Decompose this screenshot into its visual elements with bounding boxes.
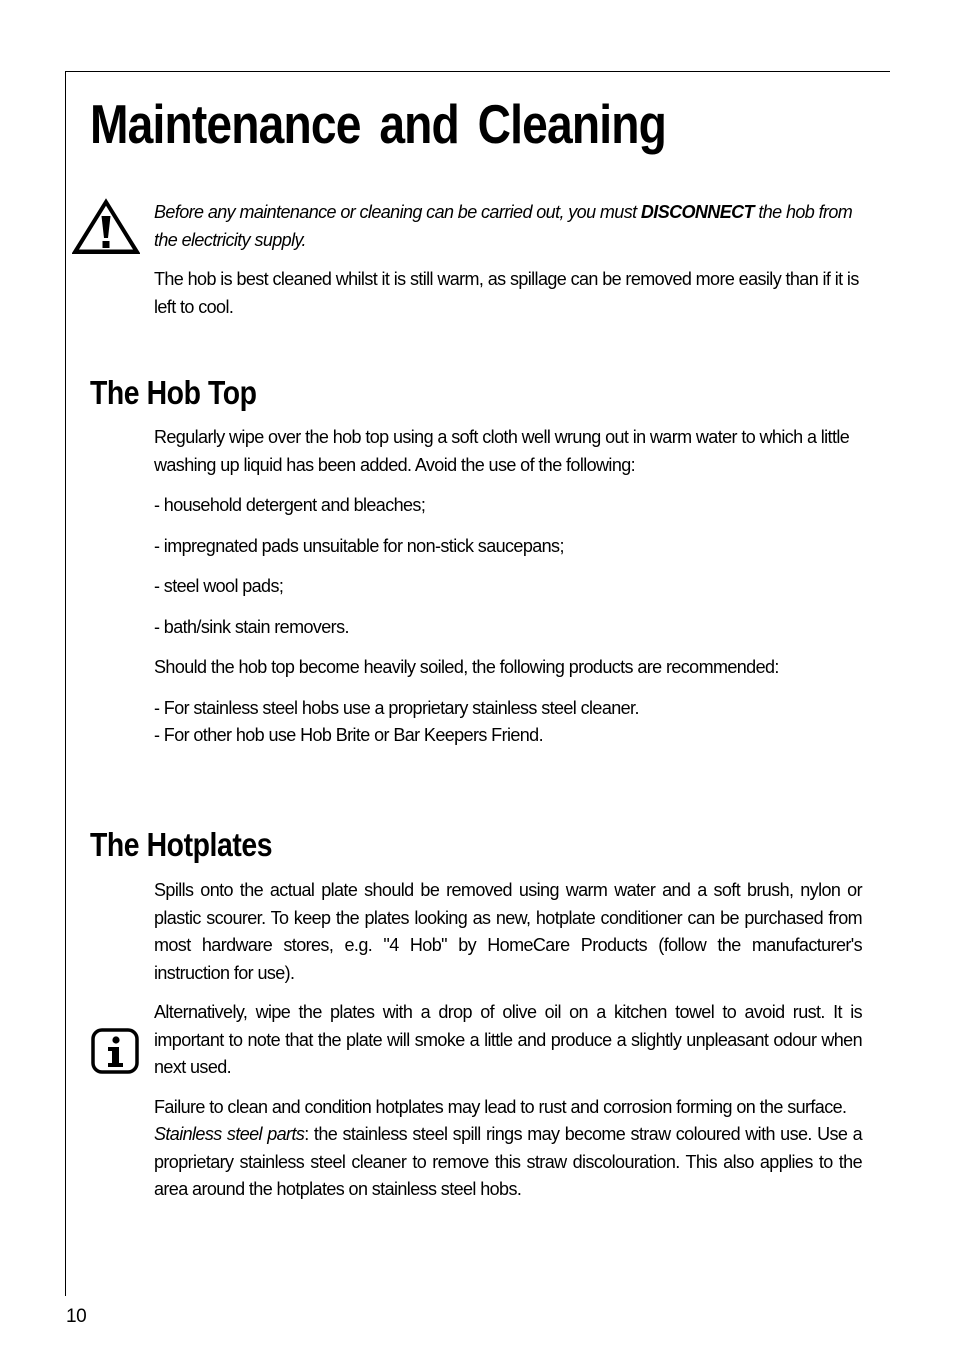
stainless-steel-text: : the stainless steel spill rings may become straw coloured with use. Use a proprietary stainless steel cleaner to remove this straw discolouration. This also applies to the area around the hotplates on stainless steel hobs. bbox=[154, 1124, 862, 1199]
avoid-item: - impregnated pads unsuitable for non-stick saucepans; bbox=[154, 535, 564, 556]
avoid-item: - bath/sink stain removers. bbox=[154, 616, 349, 637]
recommend-item: - For other hob use Hob Brite or Bar Keepers Friend. bbox=[154, 725, 543, 745]
stainless-steel-label: Stainless steel parts bbox=[154, 1124, 305, 1144]
hotplates-para-stainless bbox=[154, 1121, 862, 1204]
page-title: Maintenance and Cleaning bbox=[90, 93, 667, 155]
hotplates-para-olive-oil: Alternatively, wipe the plates with a drop of olive oil on a kitchen towel to avoid rust. It is important to note that the plate will smoke a little and produce a slightly unpleasant odour when next used. bbox=[154, 1002, 862, 1077]
hotplates-section bbox=[154, 877, 862, 1204]
recommend-item: - For stainless steel hobs use a proprietary stainless steel cleaner. bbox=[154, 697, 639, 718]
hotplates-para-spills: Spills onto the actual plate should be removed using warm water and a soft brush, nylon or plastic scourer. To keep the plates looking as new, hotplate conditioner can be purchased from most hardware stores, e.g. "4 Hob" by HomeCare Products (follow the manufacturer's instruction for use). bbox=[154, 880, 862, 983]
warning-text-start: Before any maintenance or cleaning can be carried out, you must bbox=[154, 202, 641, 222]
hob-top-section bbox=[154, 424, 862, 750]
warm-cleaning-note: The hob is best cleaned whilst it is still warm, as spillage can be removed more easily than if it is left to cool. bbox=[154, 269, 859, 317]
section-heading-hotplates: The Hotplates bbox=[90, 826, 273, 863]
warning-section bbox=[154, 199, 862, 321]
warning-text-end: the hob from the electricity supply. bbox=[154, 202, 853, 250]
page-frame-top-rule bbox=[65, 71, 890, 72]
hob-top-intro: Regularly wipe over the hob top using a soft cloth well wrung out in warm water to which a little washing up liquid has been added. Avoid the use of the following: bbox=[154, 427, 850, 475]
avoid-item: - household detergent and bleaches; bbox=[154, 495, 426, 515]
warning-triangle-icon bbox=[72, 198, 140, 256]
page-number: 10 bbox=[66, 1306, 87, 1327]
warning-emphasis: DISCONNECT bbox=[640, 202, 754, 222]
hotplates-para-failure: Failure to clean and condition hotplates may lead to rust and corrosion forming on the surface. bbox=[154, 1096, 847, 1117]
recommend-intro: Should the hob top become heavily soiled, the following products are recommended: bbox=[154, 657, 779, 677]
info-icon bbox=[90, 1027, 140, 1075]
page-frame-left-rule bbox=[65, 71, 66, 1296]
warning-notice bbox=[154, 199, 862, 254]
section-heading-hob-top: The Hob Top bbox=[90, 374, 257, 411]
avoid-item: - steel wool pads; bbox=[154, 576, 284, 596]
